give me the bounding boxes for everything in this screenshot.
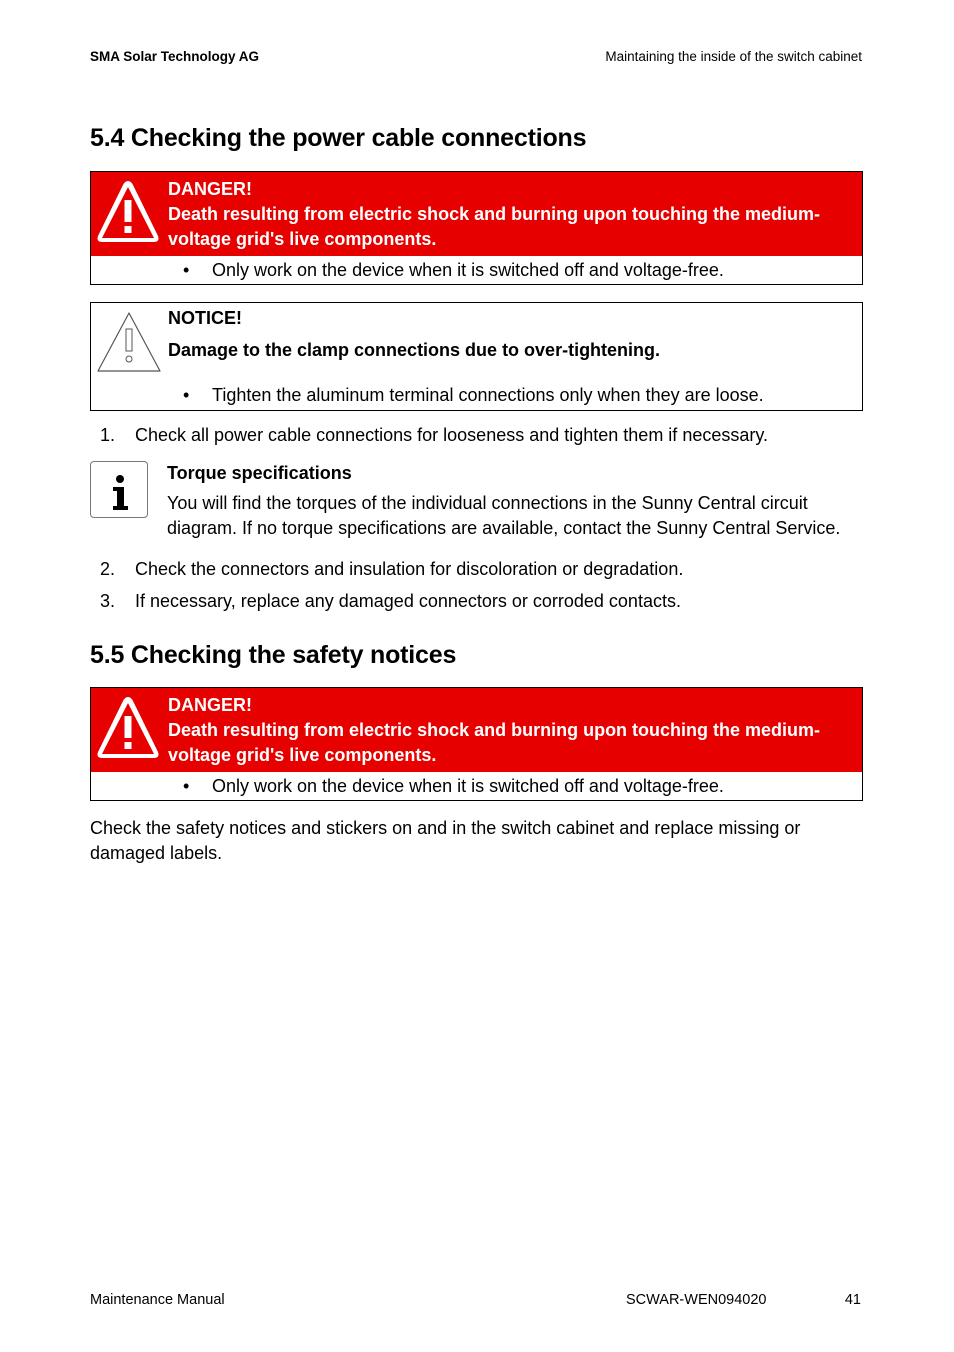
notice-title: NOTICE! xyxy=(168,308,242,328)
step-text: Check the connectors and insulation for discoloration or degradation. xyxy=(135,559,684,579)
danger-title: DANGER! xyxy=(168,179,252,199)
notice-header xyxy=(91,303,862,363)
section-heading-5-4: 5.4 Checking the power cable connections xyxy=(90,124,587,152)
danger-bullet-text: Only work on the device when it is switched off and voltage-free. xyxy=(212,776,724,796)
step-1 xyxy=(100,423,768,448)
step-3 xyxy=(100,589,681,614)
section-heading-5-5: 5.5 Checking the safety notices xyxy=(90,641,457,669)
danger-header xyxy=(91,172,862,256)
step-number: 1. xyxy=(100,425,116,445)
notice-triangle-icon xyxy=(95,309,163,378)
header-company: SMA Solar Technology AG xyxy=(90,49,260,64)
info-icon xyxy=(90,461,148,518)
notice-bullet xyxy=(91,381,862,409)
footer-doc-code: SCWAR-WEN094020 xyxy=(626,1292,767,1308)
bullet-dot: • xyxy=(183,385,190,405)
info-text: You will find the torques of the individual connections in the Sunny Central circuit diagram. If no torque specifications are available, contact the Sunny Central Service. xyxy=(167,493,841,538)
info-title: Torque specifications xyxy=(167,463,352,483)
danger-title: DANGER! xyxy=(168,695,252,715)
danger-bullet xyxy=(91,772,862,800)
footer-page-number: 41 xyxy=(844,1292,861,1308)
danger-message: Death resulting from electric shock and burning upon touching the medium-voltage grid's live components. xyxy=(168,204,821,249)
header-chapter: Maintaining the inside of the switch cabinet xyxy=(605,49,862,64)
notice-box xyxy=(90,302,863,411)
warning-triangle-icon xyxy=(95,178,161,251)
danger-bullet-text: Only work on the device when it is switched off and voltage-free. xyxy=(212,260,724,280)
danger-header xyxy=(91,688,862,772)
danger-bullet xyxy=(91,256,862,284)
bullet-dot: • xyxy=(183,260,190,280)
step-text: Check all power cable connections for looseness and tighten them if necessary. xyxy=(135,425,769,445)
step-text: If necessary, replace any damaged connectors or corroded contacts. xyxy=(135,591,681,611)
footer-manual: Maintenance Manual xyxy=(90,1292,225,1308)
step-number: 2. xyxy=(100,559,116,579)
safety-paragraph: Check the safety notices and stickers on and in the switch cabinet and replace missing or damaged labels. xyxy=(90,818,801,863)
danger-box-5-4 xyxy=(90,171,863,285)
notice-bullet-text: Tighten the aluminum terminal connections only when they are loose. xyxy=(212,385,764,405)
notice-message: Damage to the clamp connections due to over-tightening. xyxy=(168,340,661,360)
step-number: 3. xyxy=(100,591,116,611)
danger-box-5-5 xyxy=(90,687,863,801)
info-block xyxy=(167,460,862,541)
warning-triangle-icon xyxy=(95,694,161,767)
danger-message: Death resulting from electric shock and burning upon touching the medium-voltage grid's live components. xyxy=(168,720,821,765)
step-2 xyxy=(100,557,683,582)
bullet-dot: • xyxy=(183,776,190,796)
